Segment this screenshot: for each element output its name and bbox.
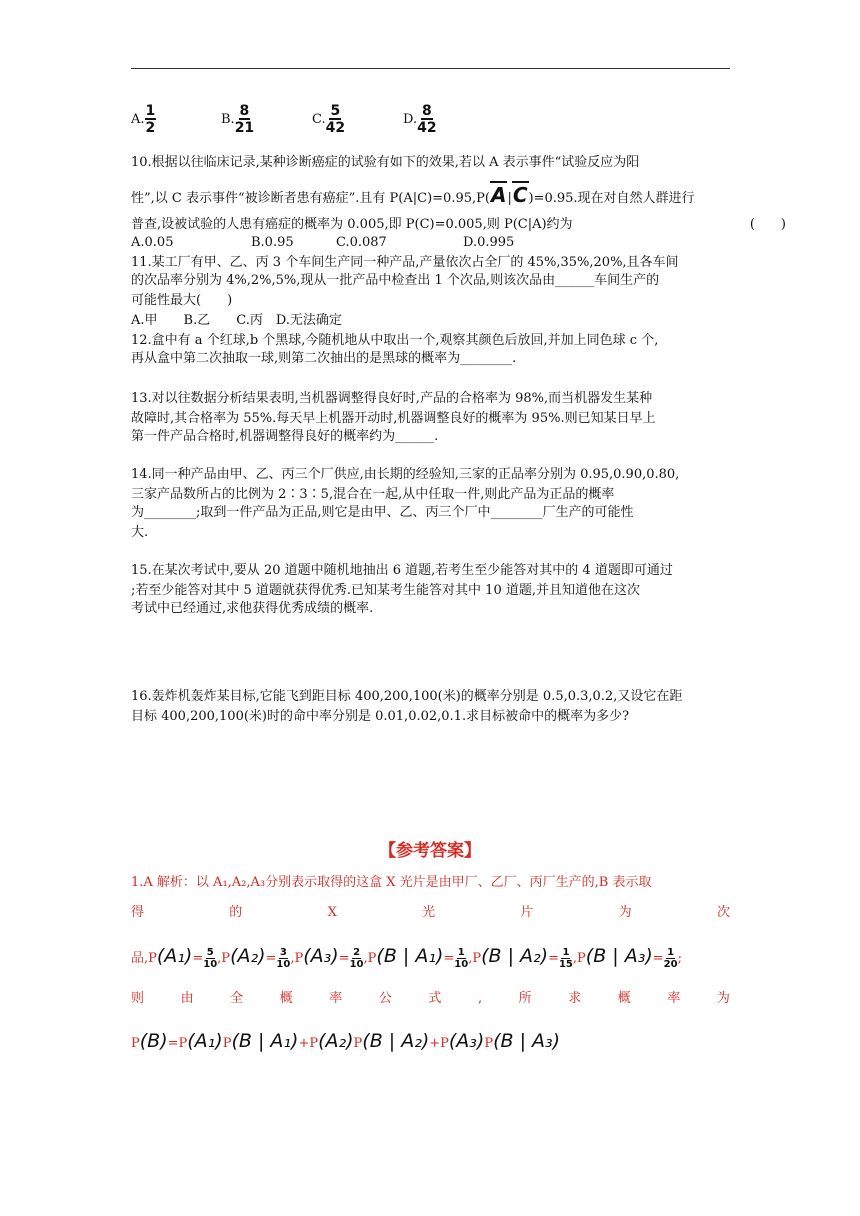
fraction-numerator: 8 [239,103,250,119]
fraction-denominator: 10 [454,958,469,970]
word: 得 [131,905,145,920]
q9-option-d [403,104,437,135]
q10-text: 性”,以 C 表示事件“被诊断者患有癌症”.且有 P(A|C)=0.95,P( [131,191,490,206]
equals: = [443,951,455,966]
q14-line-4: 大. [131,525,149,540]
prob-prefix: P [131,1036,140,1051]
q9-option-b [221,104,254,135]
q9-option-a [131,104,156,135]
q10-text: 普查,设被试验的人患有癌症的概率为 0.005,即 P(C)=0.005,则 P(C|A)约为 [131,217,573,232]
fraction-numerator: 1 [457,946,465,958]
equals: = [265,951,277,966]
q13-line-1: 13.对以往数据分析结果表明,当机器调整得良好时,产品的合格率为 98%,而当机器发生某种 [131,391,653,406]
q14-line-3: 为________;取到一件产品为正品,则它是由甲、乙、丙三个厂中________厂生产的可能性 [131,505,634,520]
c-complement: C [512,183,528,207]
word: 所 [518,991,532,1006]
q15-line-2: ;若至少能答对其中 5 道题就获得优秀.已知某考生能答对其中 10 道题,并且知道他在这次 [131,583,640,598]
word: 为 [716,991,730,1006]
option-label: C. [312,112,326,127]
option-a: A.0.05 [131,235,174,250]
prob-expression: (B | A₁) [376,945,444,967]
q15-line-1: 15.在某次考试中,要从 20 道题中随机地抽出 6 道题,若考生至少能答对其中的 4 道题即可通过 [131,563,673,578]
word: 为 [618,905,632,920]
equals: = [652,951,664,966]
q10-text: )=0.95.现在对自然人群进行 [528,191,695,206]
word: 式 [428,991,442,1006]
word: 概 [279,991,293,1006]
word: , [477,991,483,1006]
q12-line-2: 再从盒中第二次抽取一球,则第二次抽出的是黑球的概率为________. [131,351,517,366]
q16-line-1: 16.轰炸机轰炸某目标,它能飞到距目标 400,200,100(米)的概率分别是 0.5,0.3,0.2,又设它在距 [131,689,683,704]
prob-expression: (B | A₂) [362,1030,430,1052]
word: 的 [229,905,243,920]
prob-expression: (A₂) [318,1030,354,1052]
fraction-numerator: 1 [145,103,156,119]
a-complement: A [490,183,507,207]
word: 则 [131,991,145,1006]
q13-line-3: 第一件产品合格时,机器调整得良好的概率约为______. [131,429,439,444]
fraction-numerator: 5 [330,103,341,119]
prob-prefix: P [222,1036,232,1051]
equals: = [548,951,559,966]
prob-prefix: P [353,1036,363,1051]
prob-prefix: ,P [290,951,304,966]
ans1-line-4 [131,990,730,1008]
prob-expression: (B | A₁) [231,1030,299,1052]
word: X [327,905,337,920]
answer-parentheses: ( ) [749,217,786,232]
q15-line-3: 考试中已经通过,求他获得优秀成绩的概率. [131,601,374,616]
q11-line-3: 可能性最大( ) [131,293,233,308]
word: 光 [422,905,436,920]
prob-expression: (A₁) [187,1030,223,1052]
q10-line-1: 10.根据以往临床记录,某种诊断癌症的试验有如下的效果,若以 A 表示事件“试验反应为阳 [131,155,640,170]
q12-line-1: 12.盒中有 a 个红球,b 个黑球,今随机地从中取出一个,观察其颜色后放回,并加上同色球 c 个, [131,333,659,348]
fraction-denominator: 10 [276,958,291,970]
equals: = [338,951,350,966]
prob-prefix: P [484,1036,494,1051]
prob-expression: (A₁) [156,945,193,967]
word: 概 [617,991,631,1006]
word: 片 [520,905,534,920]
fraction-numerator: 1 [562,946,570,958]
ans1-line-5 [131,1026,560,1059]
word: 求 [568,991,582,1006]
q14-line-2: 三家产品数所占的比例为 2∶3∶5,混合在一起,从中任取一件,则此产品为正品的概率 [131,487,615,502]
prob-prefix: ,P [572,951,586,966]
word: 全 [230,991,244,1006]
fraction-denominator: 42 [325,120,346,136]
fraction-denominator: 21 [234,120,255,136]
fraction-denominator: 15 [558,958,573,970]
q16-line-2: 目标 400,200,100(米)时的命中率分别是 0.01,0.02,0.1.求目标被命中的概率为多少? [131,709,630,724]
fraction-denominator: 10 [349,958,364,970]
q10-line-2 [131,182,695,212]
word: 由 [180,991,194,1006]
fraction-numerator: 8 [421,103,432,119]
prob-expression: (A₃) [448,1030,485,1052]
option-label: D. [403,112,418,127]
q9-option-c [312,104,345,135]
fraction-denominator: 10 [203,958,218,970]
word: 率 [667,991,681,1006]
fraction-numerator: 5 [206,946,214,958]
word: 公 [378,991,392,1006]
prob-expression: (A₃) [303,945,339,967]
prob-expression: (A₂) [230,945,266,967]
fraction-denominator: 2 [145,120,156,136]
prob-expression: (B | A₃) [585,945,653,967]
prob-prefix: +P [429,1036,449,1051]
fraction-denominator: 42 [417,120,437,136]
word: 次 [716,905,730,920]
q13-line-2: 故障时,其合格率为 55%.每天早上机器开动时,机器调整良好的概率为 95%.则已知某日早上 [131,411,656,426]
option-b: B.0.95 [251,235,294,250]
q11-line-1: 11.某工厂有甲、乙、丙 3 个车间生产同一种产品,产量依次占全厂的 45%,35%,20%,且各车间 [131,255,679,270]
option-label: A. [131,112,145,127]
prob-expression: (B | A₂) [481,945,549,967]
word: 率 [329,991,343,1006]
prob-prefix: =P [167,1036,188,1051]
equals: = [192,951,204,966]
header-rule [131,68,730,69]
prob-expression: (B | A₃) [493,1030,561,1052]
prob-prefix: ,P [363,951,377,966]
punctuation: ; [677,951,682,966]
option-label: B. [221,112,235,127]
prob-prefix: ,P [217,951,231,966]
fraction-numerator: 1 [667,946,675,958]
prob-prefix: 品,P [131,951,157,966]
q11-options: A.甲 B.乙 C.丙 D.无法确定 [131,313,342,328]
conditional-bar: | [507,191,512,206]
q10-line-3 [131,216,786,234]
prob-prefix: +P [298,1036,319,1051]
fraction-denominator: 20 [663,958,678,970]
ans1-line-3 [131,938,682,977]
fraction-numerator: 3 [279,946,287,958]
prob-expression: (B) [139,1030,168,1052]
answer-section-title: 【参考答案】 [379,841,481,861]
option-c: C.0.087 [336,235,387,250]
q14-line-1: 14.同一种产品由甲、乙、丙三个厂供应,由长期的经验知,三家的正品率分别为 0.95,0.90,0.80, [131,467,680,482]
q11-line-2: 的次品率分别为 4%,2%,5%,现从一批产品中检查出 1 个次品,则该次品由______车间生产的 [131,273,660,288]
fraction-numerator: 2 [353,946,361,958]
ans1-line-1: 1.A 解析：以 A₁,A₂,A₃分别表示取得的这盒 X 光片是由甲厂、乙厂、丙厂生产的,B 表示取 [131,875,652,890]
ans1-line-2 [131,904,730,922]
prob-prefix: ,P [468,951,482,966]
option-d: D.0.995 [463,235,515,250]
